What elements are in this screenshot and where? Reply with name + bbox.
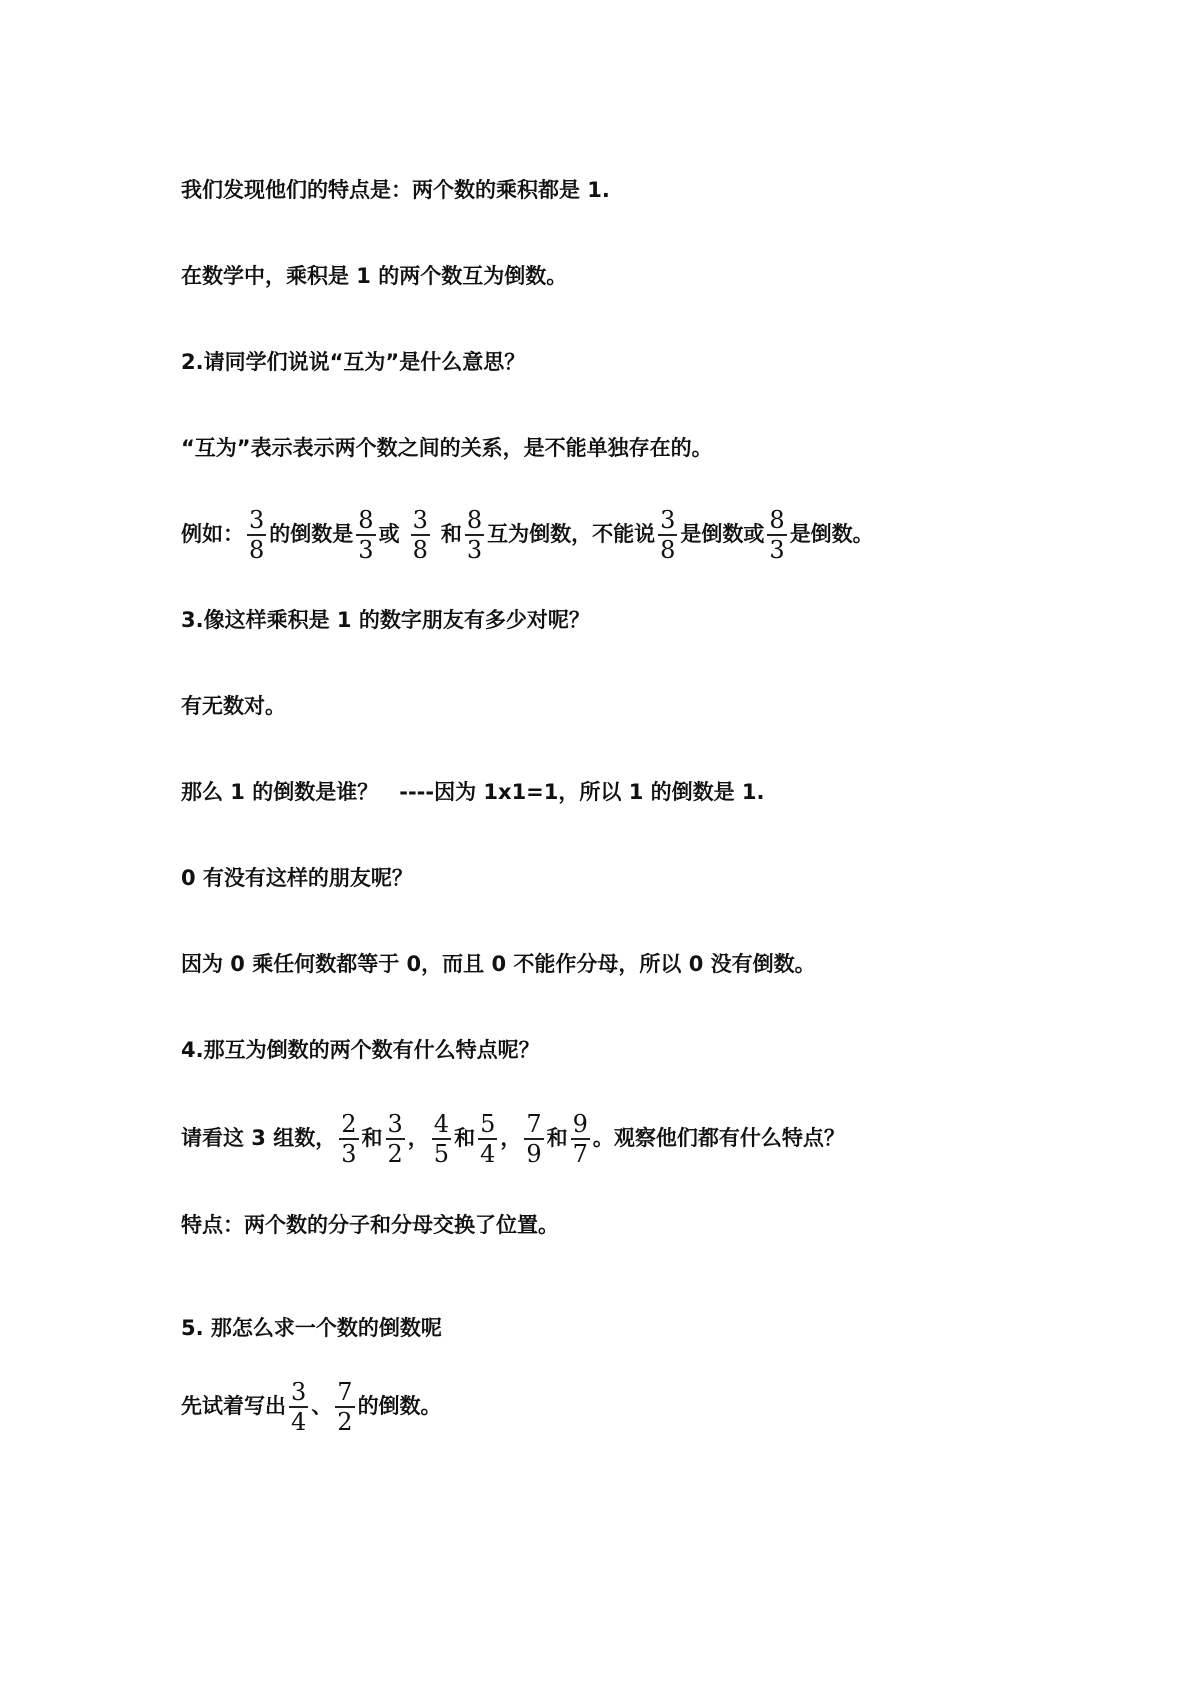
numerator: 8	[769, 506, 785, 534]
text-line-11	[181, 1040, 540, 1061]
numerator: 5	[480, 1110, 496, 1138]
denominator: 8	[660, 535, 676, 564]
text-line-8	[181, 782, 765, 803]
line-text: 我们发现他们的特点是：两个数的乘积都是 1.	[181, 178, 610, 202]
line-text: 互为倒数，不能说	[487, 522, 656, 547]
text-line-4	[181, 438, 713, 459]
denominator: 3	[341, 1139, 357, 1168]
denominator: 8	[249, 535, 265, 564]
text-line-3	[181, 352, 525, 373]
line-text: 和	[361, 1126, 383, 1151]
text-line-2	[181, 266, 567, 287]
numerator: 2	[341, 1110, 357, 1138]
fraction	[386, 1112, 405, 1166]
line-text: 是倒数。	[789, 522, 874, 547]
line-text: 是倒数或	[680, 522, 765, 547]
text-line-13	[181, 1215, 559, 1236]
line-text: 的倒数是	[269, 522, 354, 547]
fraction	[524, 1112, 543, 1166]
fraction	[767, 508, 786, 562]
line-text: 、	[311, 1394, 333, 1419]
denominator: 5	[433, 1139, 450, 1168]
numerator: 3	[387, 1110, 403, 1138]
line-text: 0 有没有这样的朋友呢？	[181, 866, 413, 890]
fraction	[289, 1380, 308, 1434]
line-text: 5. 那怎么求一个数的倒数呢	[181, 1316, 442, 1340]
fraction	[478, 1112, 497, 1166]
text-line-1	[181, 180, 610, 201]
line-text: 和	[454, 1126, 476, 1151]
numerator: 3	[291, 1378, 307, 1406]
fraction	[247, 508, 266, 562]
line-text: 那么 1 的倒数是谁？ ----因为 1x1=1，所以 1 的倒数是 1.	[181, 780, 765, 804]
denominator: 8	[412, 535, 428, 564]
numerator: 4	[433, 1110, 450, 1138]
line-text: 例如：	[181, 522, 244, 547]
line-text: 因为 0 乘任何数都等于 0，而且 0 不能作分母，所以 0 没有倒数。	[181, 952, 816, 976]
text-line-7	[181, 696, 286, 717]
text-line-6	[181, 610, 590, 631]
denominator: 2	[337, 1407, 353, 1436]
text-line-9	[181, 868, 413, 889]
denominator: 3	[358, 535, 374, 564]
line-text: 的倒数。	[357, 1394, 442, 1419]
denominator: 9	[526, 1139, 542, 1168]
line-text: ，	[407, 1126, 429, 1151]
numerator: 7	[526, 1110, 542, 1138]
denominator: 4	[291, 1407, 307, 1436]
line-text: 和	[546, 1126, 568, 1151]
fraction	[339, 1112, 358, 1166]
fraction	[432, 1112, 451, 1166]
fraction	[465, 508, 484, 562]
numerator: 8	[466, 506, 483, 534]
numerator: 8	[358, 506, 374, 534]
line-text: 特点：两个数的分子和分母交换了位置。	[181, 1213, 559, 1237]
numerator: 9	[572, 1110, 588, 1138]
fraction	[658, 508, 677, 562]
text-line-12	[181, 1112, 845, 1166]
denominator: 2	[387, 1139, 403, 1168]
line-text: 2.请同学们说说“互为”是什么意思？	[181, 350, 526, 374]
line-text: “互为”表示表示两个数之间的关系，是不能单独存在的。	[181, 436, 713, 460]
line-text: 在数学中，乘积是 1 的两个数互为倒数。	[181, 264, 568, 288]
fraction	[571, 1112, 590, 1166]
fraction	[356, 508, 375, 562]
denominator: 3	[466, 535, 483, 564]
line-text: 请看这 3 组数，	[181, 1126, 337, 1151]
numerator: 3	[249, 506, 265, 534]
denominator: 4	[480, 1139, 496, 1168]
line-text: 和	[440, 522, 462, 547]
text-line-15	[181, 1380, 442, 1434]
line-text: 3.像这样乘积是 1 的数字朋友有多少对呢？	[181, 608, 590, 632]
fraction	[411, 508, 430, 562]
line-text: 先试着写出	[181, 1394, 286, 1419]
denominator: 7	[572, 1139, 588, 1168]
text-line-5	[181, 508, 874, 562]
fraction	[335, 1380, 354, 1434]
text-line-14	[181, 1318, 442, 1339]
text-line-10	[181, 954, 816, 975]
line-text: 有无数对。	[181, 694, 286, 718]
line-text: 4.那互为倒数的两个数有什么特点呢？	[181, 1038, 540, 1062]
line-text: ，	[500, 1126, 522, 1151]
numerator: 3	[412, 506, 428, 534]
numerator: 7	[337, 1378, 353, 1406]
denominator: 3	[769, 535, 785, 564]
line-text: 或	[378, 522, 400, 547]
line-text: 。观察他们都有什么特点？	[592, 1126, 845, 1151]
numerator: 3	[660, 506, 676, 534]
